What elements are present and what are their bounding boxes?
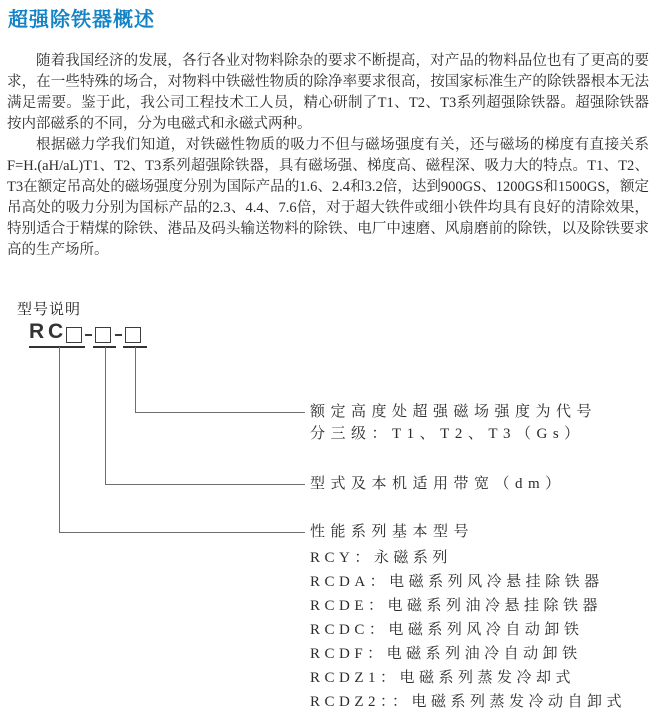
series-item-rcdz1: RCDZ1：电磁系列蒸发冷却式 bbox=[310, 670, 576, 686]
connector-vline-series bbox=[59, 347, 60, 532]
series-item-rcda: RCDA：电磁系列风冷悬挂除铁器 bbox=[310, 574, 604, 590]
model-code-diagram bbox=[7, 319, 649, 714]
code-box-bandwidth bbox=[95, 327, 111, 343]
callout-field-strength-line2: 分三级：T1、T2、T3（Gs） bbox=[310, 426, 585, 442]
connector-hline-bandwidth bbox=[105, 484, 305, 485]
series-item-rcde: RCDE：电磁系列油冷悬挂除铁器 bbox=[310, 598, 603, 614]
callout-series: 性能系列基本型号 bbox=[310, 524, 475, 540]
code-box-fieldstrength bbox=[125, 327, 141, 343]
callout-field-strength-line1: 额定高度处超强磁场强度为代号 bbox=[310, 404, 598, 420]
series-list bbox=[310, 546, 626, 714]
code-underline-series bbox=[29, 346, 85, 348]
callout-bandwidth: 型式及本机适用带宽（dm） bbox=[310, 476, 566, 492]
connector-vline-bandwidth bbox=[105, 347, 106, 484]
connector-hline-series bbox=[59, 532, 305, 533]
page-title: 超强除铁器概述 bbox=[8, 9, 155, 31]
intro-paragraph-2: 根据磁力学我们知道，对铁磁性物质的吸力不但与磁场强度有关，还与磁场的梯度有直接关系F=H.(aH/aL)T1、T2、T3系列超强除铁器，具有磁场强、梯度高、磁程深、吸力大的特点。T1、T2、T3在额定吊高处的磁场强度分别为国际产品的1.6、2.4和3.2倍，达到900GS、1200GS和1500GS，额定吊高处的吸力分别为国标产品的2.3、4.4、7.6倍，对于超大铁件或细小铁件均具有良好的清除效果，特别适合于精煤的除铁、港品及码头输送物料的除铁、电厂中速磨、风扇磨前的除铁，以及除铁要求高的生产场所。 bbox=[7, 137, 649, 258]
series-item-rcdc: RCDC：电磁系列风冷自动卸铁 bbox=[310, 622, 584, 638]
model-section-heading: 型号说明 bbox=[17, 301, 82, 318]
code-box-series bbox=[66, 327, 82, 343]
code-dash-1 bbox=[85, 334, 92, 336]
connector-vline-fieldstrength bbox=[135, 347, 136, 412]
series-item-rcdf: RCDF：电磁系列油冷自动卸铁 bbox=[310, 646, 582, 662]
code-letter-c: C bbox=[48, 320, 64, 343]
connector-hline-fieldstrength bbox=[135, 412, 305, 413]
code-dash-2 bbox=[115, 334, 122, 336]
code-letter-r: R bbox=[29, 320, 45, 343]
series-item-rcy: RCY：永磁系列 bbox=[310, 550, 452, 566]
intro-paragraph-1: 随着我国经济的发展，各行各业对物料除杂的要求不断提高，对产品的物料品位也有了更高的要求，在一些特殊的场合，对物料中铁磁性物质的除净率要求很高，按国家标准生产的除铁器根本无法满足需要。鉴于此，我公司工程技术工人员，精心研制了T1、T2、T3系列超强除铁器。超强除铁器按内部磁系的不同，分为电磁式和永磁式两种。 bbox=[7, 53, 649, 132]
series-item-rcdz2: RCDZ2：：电磁系列蒸发冷动自卸式 bbox=[310, 694, 627, 710]
